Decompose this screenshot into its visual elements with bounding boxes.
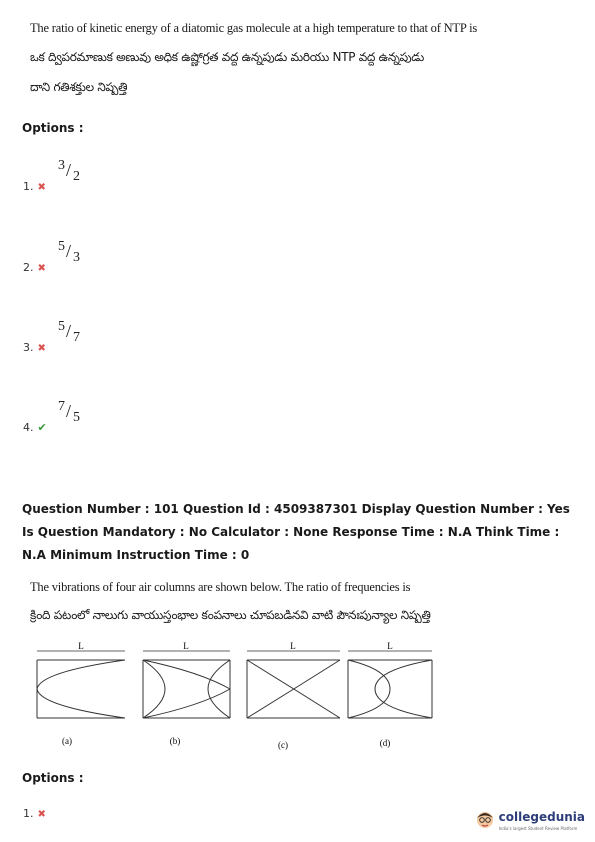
option-3[interactable] (23, 341, 46, 354)
option-number: 4. (23, 421, 34, 434)
logo-name: collegedunia (498, 810, 585, 824)
option-number: 1. (23, 807, 34, 820)
option-4[interactable] (23, 421, 47, 434)
wrong-icon: ✖ (37, 343, 46, 354)
panel-label-d: (d) (379, 738, 391, 748)
length-label-c: L (290, 641, 296, 651)
logo-tagline: India's largest Student Review Platform (498, 826, 578, 831)
panel-label-a: (a) (62, 736, 72, 746)
option-number: 2. (23, 261, 34, 274)
option-number: 1. (23, 180, 34, 193)
question2-text-telugu: క్రింది పటంలో నాలుగు వాయుస్తంభాల కంపనాలు చూపబడినవి వాటి పౌనఃపున్యాల నిష్పత్తి (30, 608, 431, 622)
question-text-telugu-line1: ఒక ద్విపరమాణుక అణువు అధిక ఉష్ణోగ్రత వద్ద ఉన్నపుడు మరియు NTP వద్ద ఉన్నపుడు (30, 50, 424, 64)
option-2[interactable] (23, 261, 46, 274)
correct-icon: ✔ (37, 421, 47, 434)
question2-text-english: The vibrations of four air columns are shown below. The ratio of frequencies is (30, 580, 411, 594)
options-heading: Options : (22, 121, 84, 135)
q2-option-1[interactable] (23, 807, 46, 820)
options-heading-2: Options : (22, 771, 84, 785)
length-label-d: L (387, 641, 393, 651)
length-label-b: L (183, 641, 189, 651)
wrong-icon: ✖ (37, 809, 46, 820)
air-columns-figure (30, 640, 440, 755)
question-meta: Question Number : 101 Question Id : 4509387301 Display Question Number : Yes Is Question Mandatory : No Calculator : None Response Time : N.A Think Time : N.A Minimum Instruction Time : 0 (22, 502, 570, 562)
option-number: 3. (23, 341, 34, 354)
panel-label-b: (b) (169, 736, 181, 746)
collegedunia-logo (474, 806, 585, 831)
panel-label-c: (c) (278, 740, 288, 750)
student-avatar-icon (474, 807, 496, 831)
wrong-icon: ✖ (37, 263, 46, 274)
option-1[interactable] (23, 180, 46, 193)
question-text-telugu-line2: దాని గతిశక్తుల నిష్పత్తి (30, 80, 128, 94)
question-text-english: The ratio of kinetic energy of a diatomic gas molecule at a high temperature to that of NTP is (30, 21, 478, 35)
wrong-icon: ✖ (37, 182, 46, 193)
length-label-a: L (78, 641, 84, 651)
